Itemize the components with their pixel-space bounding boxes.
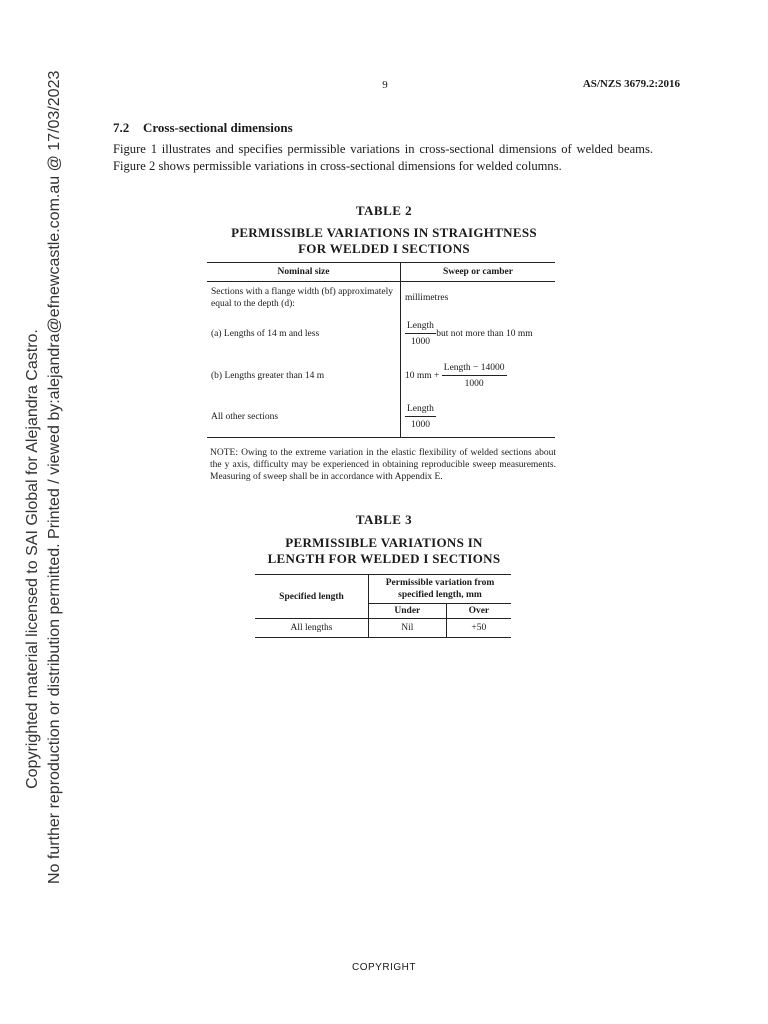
table3-row-under: Nil xyxy=(369,619,447,638)
table3-title-line-2: LENGTH FOR WELDED I SECTIONS xyxy=(267,551,501,566)
standard-code: AS/NZS 3679.2:2016 xyxy=(582,78,680,90)
fraction xyxy=(405,321,436,347)
table2-row1-suffix: but not more than 10 mm xyxy=(436,328,533,339)
fraction-denominator: 1000 xyxy=(464,378,484,389)
table2-col-nominal-size: Nominal size xyxy=(207,263,401,282)
section-heading xyxy=(113,120,293,136)
table2-row2-value xyxy=(401,354,556,398)
section-number: 7.2 xyxy=(113,120,130,135)
table2-title-line-2: FOR WELDED I SECTIONS xyxy=(298,241,470,256)
page-number: 9 xyxy=(382,79,388,91)
table2-row2-prefix: 10 mm + xyxy=(405,370,440,381)
table3-col-under: Under xyxy=(369,604,447,619)
table2-row2-label: (b) Lengths greater than 14 m xyxy=(207,354,401,398)
table2 xyxy=(207,262,555,438)
table-row xyxy=(207,398,555,438)
table2-title xyxy=(0,225,768,257)
table3-group-header: Permissible variation from specified length, mm xyxy=(369,575,512,604)
table-row xyxy=(207,282,555,314)
table3 xyxy=(255,574,511,638)
table3-col-over: Over xyxy=(446,604,511,619)
table2-row3-label: All other sections xyxy=(207,398,401,438)
fraction-numerator: Length − 14000 xyxy=(442,363,507,376)
table2-caption: TABLE 2 xyxy=(355,203,413,218)
table3-col-specified-length: Specified length xyxy=(255,575,369,619)
table-row xyxy=(207,354,555,398)
fraction-numerator: Length xyxy=(405,404,436,417)
copyright-footer: COPYRIGHT xyxy=(352,962,416,973)
table2-row3-value xyxy=(401,398,556,438)
table2-row0-unit: millimetres xyxy=(405,292,449,303)
table3-row-over: +50 xyxy=(446,619,511,638)
table2-note: NOTE: Owing to the extreme variation in the elastic flexibility of welded sections about the y axis, difficulty may be experienced in obtaining reproducible sweep measurements. Measuring of sweep shall be in accordance with Appendix E. xyxy=(210,448,556,483)
table2-title-line-1: PERMISSIBLE VARIATIONS IN STRAIGHTNESS xyxy=(231,225,537,240)
table2-col-sweep-or-camber: Sweep or camber xyxy=(401,263,556,282)
table2-row1-value xyxy=(401,314,556,354)
fraction xyxy=(405,404,436,430)
table2-row1-label: (a) Lengths of 14 m and less xyxy=(207,314,401,354)
table-row xyxy=(255,619,511,638)
table-row xyxy=(207,314,555,354)
watermark-line-1: Copyrighted material licensed to SAI Global for Alejandra Castro. xyxy=(24,329,41,789)
table3-caption: TABLE 3 xyxy=(355,512,413,527)
fraction xyxy=(442,363,507,389)
table3-row-label: All lengths xyxy=(255,619,369,638)
table3-title-line-1: PERMISSIBLE VARIATIONS IN xyxy=(285,535,483,550)
table2-row0-label: Sections with a flange width (bf) approximately equal to the depth (d): xyxy=(207,282,401,314)
table2-header-row xyxy=(207,263,555,282)
section-title: Cross-sectional dimensions xyxy=(143,120,293,135)
table3-title xyxy=(0,535,768,567)
fraction-denominator: 1000 xyxy=(410,336,430,347)
fraction-denominator: 1000 xyxy=(410,420,430,431)
section-intro: Figure 1 illustrates and specifies permissible variations in cross-sectional dimensions of welded beams. Figure 2 shows permissible variations in cross-sectional dimensions for welded columns. xyxy=(113,142,653,173)
fraction-numerator: Length xyxy=(405,321,436,334)
table3-header-row xyxy=(255,575,511,604)
watermark-line-2: No further reproduction or distribution permitted. Printed / viewed by:alejandra@efnewcastle.com.au @ 17/03/2023 xyxy=(46,70,63,884)
